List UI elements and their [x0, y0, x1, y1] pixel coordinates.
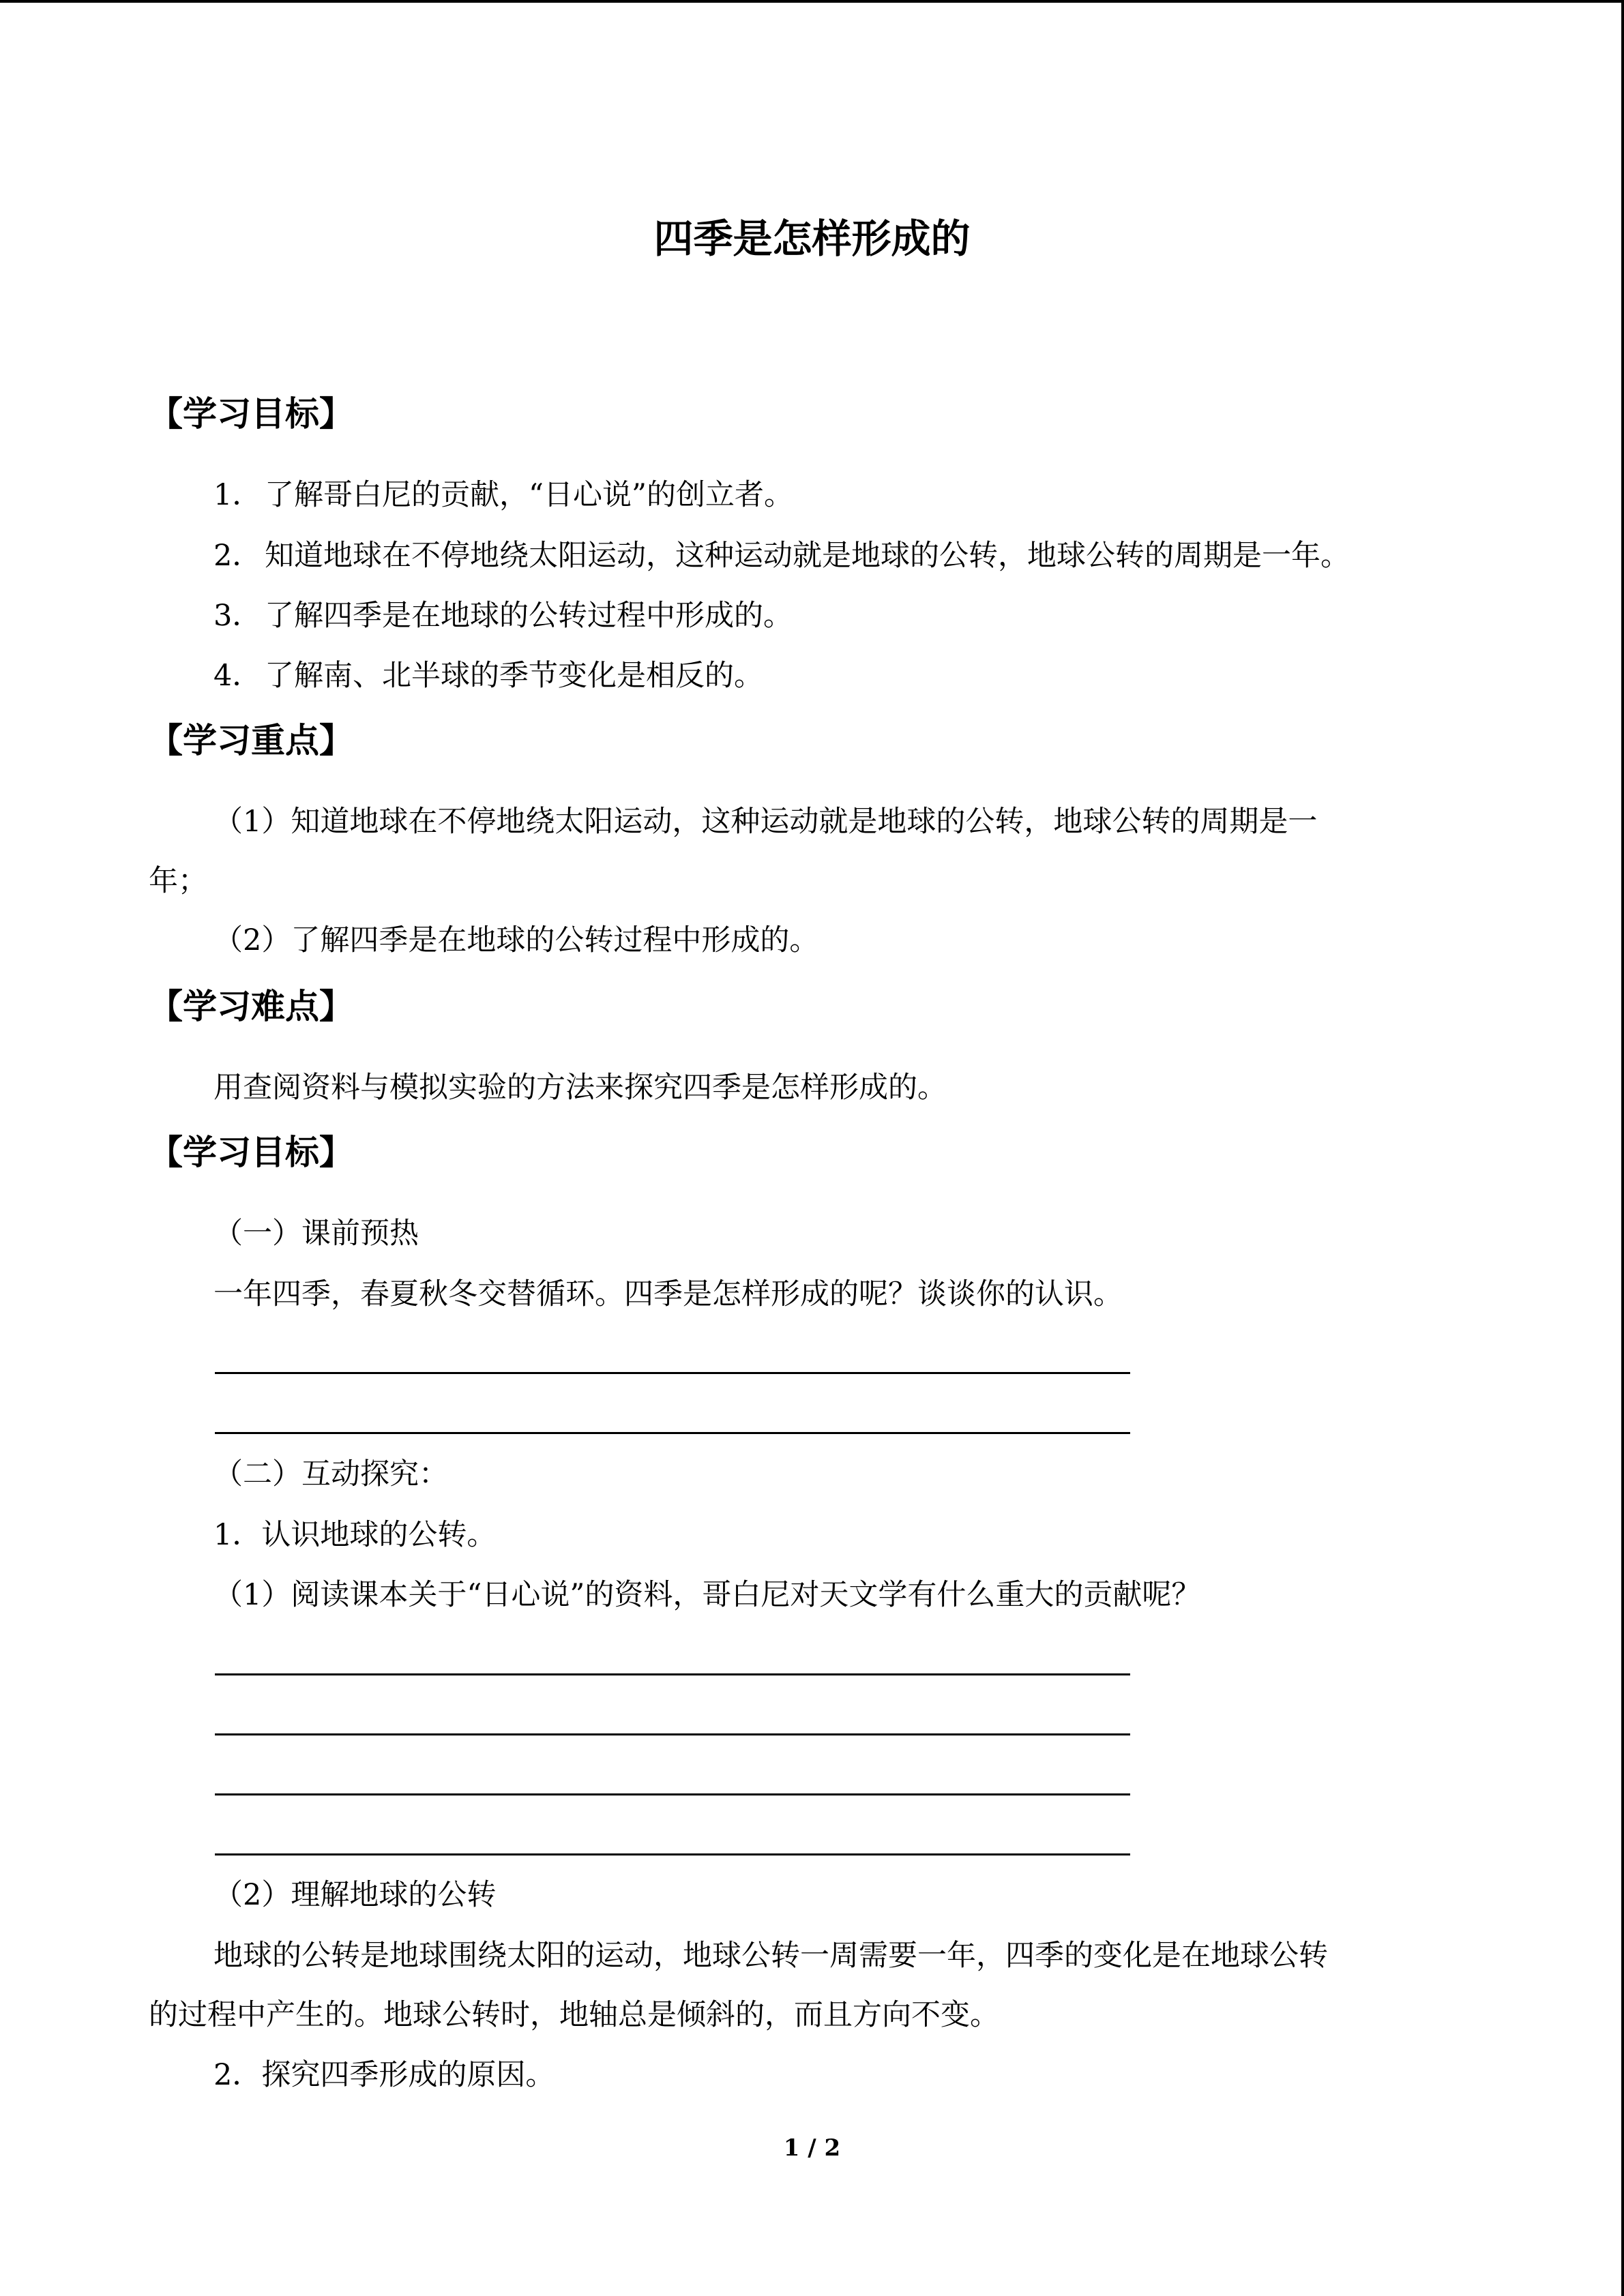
preview-title: （一）课前预热	[213, 1217, 419, 1251]
question-2-body-line-2: 的过程中产生的。地球公转时，地轴总是倾斜的，而且方向不变。	[149, 1998, 999, 2032]
answer-blank-line[interactable]	[215, 1793, 1130, 1795]
heading-objectives: 【学习目标】	[149, 394, 353, 434]
item-text: 了解南、北半球的季节变化是相反的。	[265, 659, 763, 693]
item-number: 3．	[213, 599, 262, 633]
page-right-border	[1621, 0, 1624, 2296]
answer-blank-line[interactable]	[215, 1432, 1130, 1434]
objective-item-4	[213, 653, 763, 698]
item-number: 2．	[213, 539, 262, 573]
difficulty-text: 用查阅资料与模拟实验的方法来探究四季是怎样形成的。	[213, 1071, 947, 1105]
explore-title: （二）互动探究：	[213, 1457, 448, 1491]
page-title: 四季是怎样形成的	[653, 215, 971, 262]
key-point-1-line-1: （1）知道地球在不停地绕太阳运动，这种运动就是地球的公转，地球公转的周期是一	[213, 805, 1318, 839]
question-1: （1）阅读课本关于“日心说”的资料，哥白尼对天文学有什么重大的贡献呢？	[213, 1578, 1201, 1612]
heading-difficulties: 【学习难点】	[149, 987, 353, 1026]
objective-item-1	[213, 473, 793, 518]
explore-item-2: 2．探究四季形成的原因。	[213, 2058, 555, 2092]
page-number: 1 / 2	[783, 2134, 841, 2162]
item-number: 1．	[213, 478, 262, 512]
question-2-body-line-1: 地球的公转是地球围绕太阳的运动，地球公转一周需要一年，四季的变化是在地球公转	[213, 1939, 1328, 1973]
preview-question: 一年四季，春夏秋冬交替循环。四季是怎样形成的呢？谈谈你的认识。	[213, 1277, 1123, 1311]
item-text: 了解哥白尼的贡献，“日心说”的创立者。	[265, 478, 793, 512]
item-text: 了解四季是在地球的公转过程中形成的。	[265, 599, 793, 633]
item-number: 4．	[213, 659, 262, 693]
answer-blank-line[interactable]	[215, 1733, 1130, 1735]
objective-item-3	[213, 593, 793, 638]
heading-process: 【学习目标】	[149, 1133, 353, 1172]
page-top-border	[0, 0, 1624, 3]
item-text: 知道地球在不停地绕太阳运动，这种运动就是地球的公转，地球公转的周期是一年。	[265, 539, 1350, 573]
objective-item-2	[213, 533, 1350, 578]
explore-item-1: 1．认识地球的公转。	[213, 1518, 497, 1552]
question-2-title: （2）理解地球的公转	[213, 1878, 497, 1912]
answer-blank-line[interactable]	[215, 1853, 1130, 1855]
key-point-2: （2）了解四季是在地球的公转过程中形成的。	[213, 923, 819, 957]
answer-blank-line[interactable]	[215, 1372, 1130, 1374]
answer-blank-line[interactable]	[215, 1673, 1130, 1675]
key-point-1-line-2: 年；	[149, 864, 207, 898]
heading-key-points: 【学习重点】	[149, 721, 353, 760]
